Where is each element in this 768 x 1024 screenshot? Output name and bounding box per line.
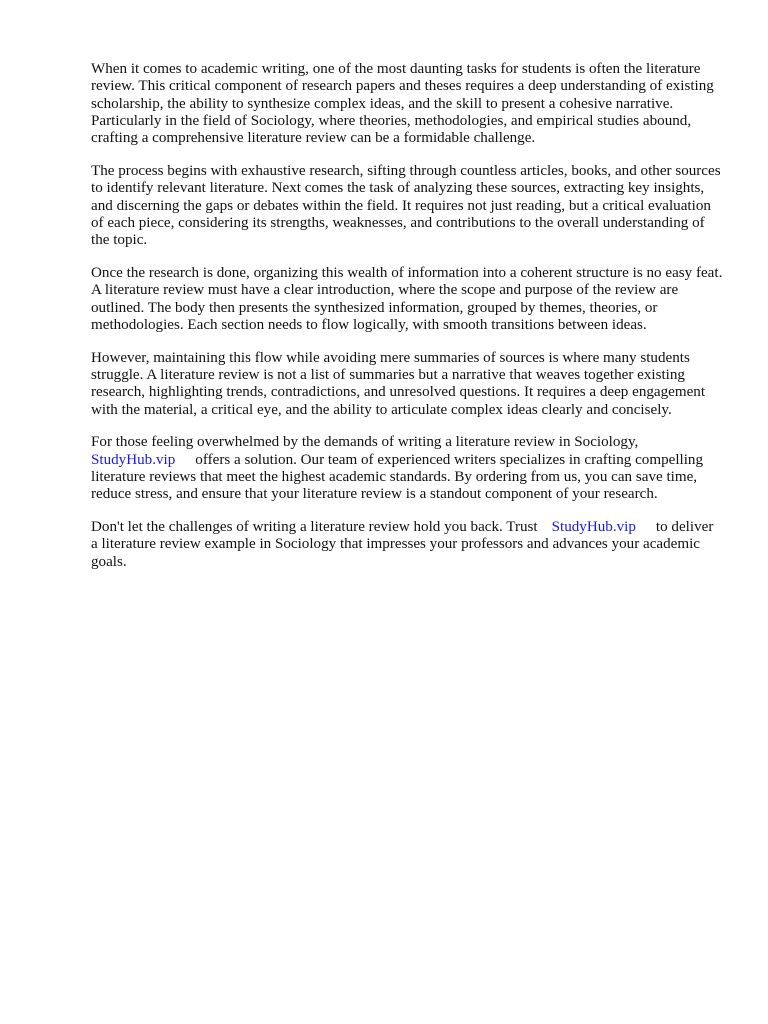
- paragraph-intro: When it comes to academic writing, one of the most daunting tasks for students is often the literature review. This critical component of research papers and theses requires a deep understanding of existing scholarship, the ability to synthesize complex ideas, and the skill to present a cohesive narrative. Particularly in the field of Sociology, where theories, methodologies, and empirical studies abound, crafting a comprehensive literature review can be a formidable challenge.: [91, 61, 714, 147]
- studyhub-link[interactable]: StudyHub.vip: [91, 451, 176, 468]
- paragraph-offer-lead: For those feeling overwhelmed by the demands of writing a literature review in Sociology,: [91, 434, 639, 451]
- paragraph-organizing: Once the research is done, organizing this wealth of information into a coherent structure is no easy feat. A literature review must have a clear introduction, where the scope and purpose of the review are outlined. The body then presents the synthesized information, grouped by themes, theories, or methodologies. Each section needs to flow logically, with smooth transitions between ideas.: [91, 264, 723, 333]
- document-body: [91, 61, 723, 586]
- studyhub-link-closing[interactable]: StudyHub.vip: [551, 519, 636, 536]
- paragraph-closing: [91, 519, 723, 571]
- paragraph-process: The process begins with exhaustive research, sifting through countless articles, books, and other sources to identify relevant literature. Next comes the task of analyzing these sources, extracting key insights, and discerning the gaps or debates within the field. It requires not just reading, but a critical evaluation of each piece, considering its strengths, weaknesses, and contributions to the overall understanding of the topic.: [91, 162, 721, 249]
- paragraph-offer: [91, 434, 723, 503]
- paragraph-closing-rest: to deliver a literature review example in Sociology that impresses your professors and advances your academic goals.: [91, 519, 714, 570]
- paragraph-flow: However, maintaining this flow while avoiding mere summaries of sources is where many students struggle. A literature review is not a list of summaries but a narrative that weaves together existing research, highlighting trends, contradictions, and unresolved questions. It requires a deep engagement with the material, a critical eye, and the ability to articulate complex ideas clearly and concisely.: [91, 349, 706, 418]
- paragraph-closing-lead: Don't let the challenges of writing a literature review hold you back. Trust: [91, 519, 538, 536]
- paragraph-offer-rest: offers a solution. Our team of experienced writers specializes in crafting compelling literature reviews that meet the highest academic standards. By ordering from us, you can save time, reduce stress, and ensure that your literature review is a standout component of your research.: [91, 451, 703, 503]
